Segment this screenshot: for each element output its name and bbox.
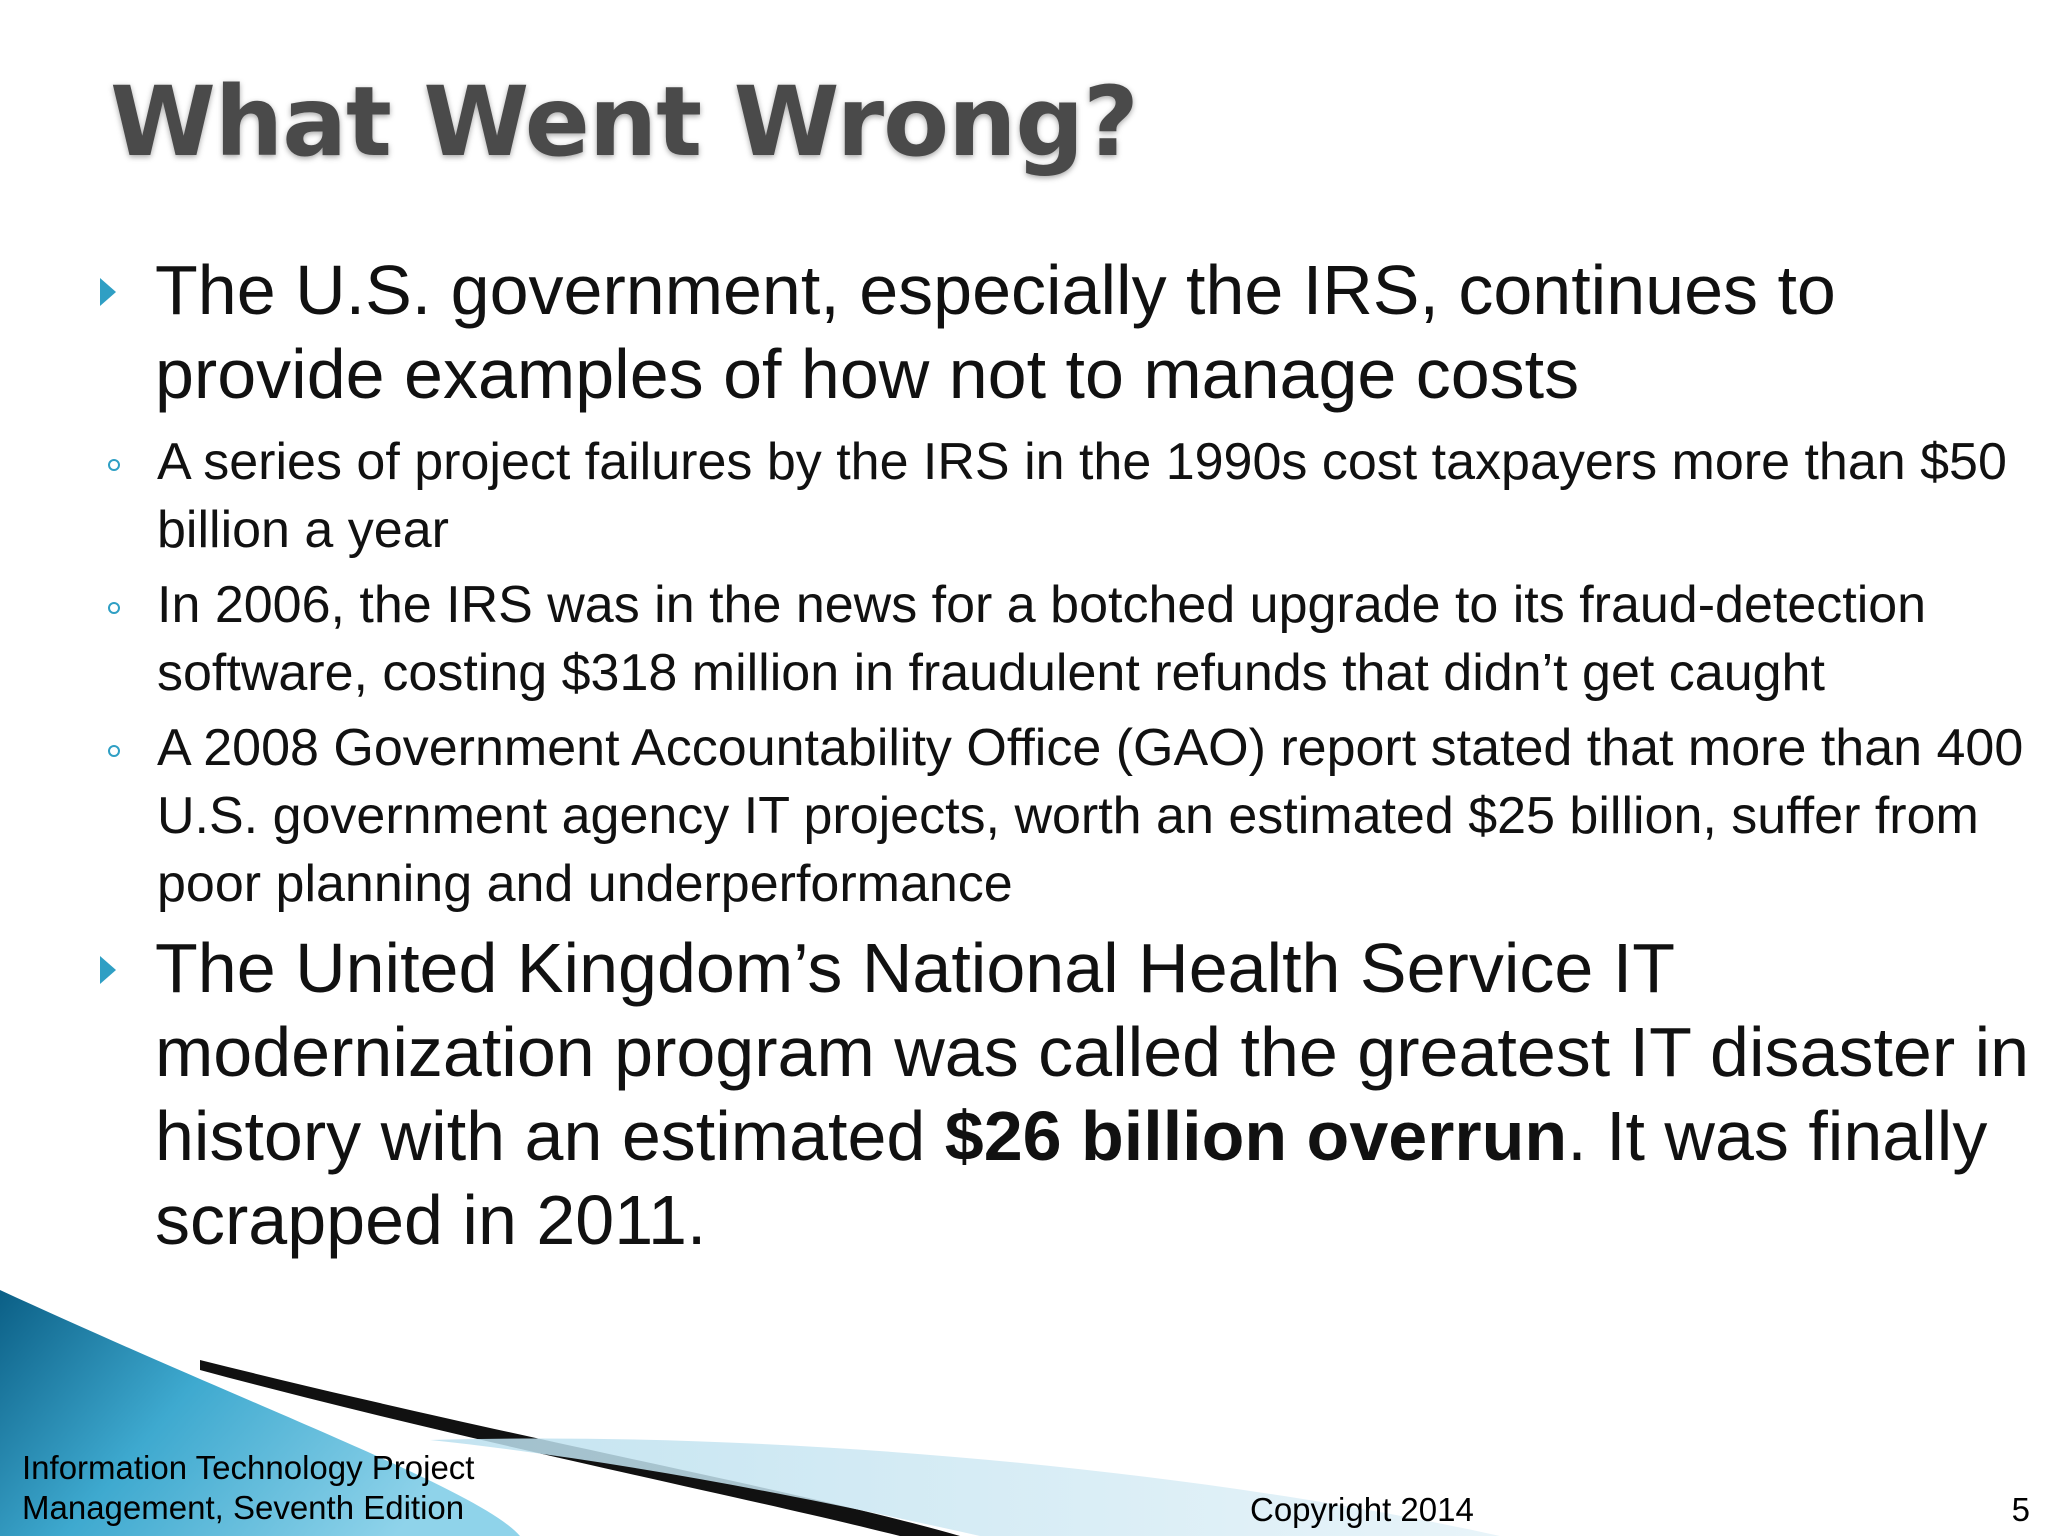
triangle-bullet-icon <box>100 278 116 306</box>
sub-bullet-irs-1990s <box>100 428 2030 564</box>
sub-bullet-text: In 2006, the IRS was in the news for a botched upgrade to its fraud-detection software, costing $318 million in fraudulent refunds that didn’t get caught <box>157 576 1927 702</box>
sub-bullet-list <box>100 428 2030 918</box>
bullet-us-government <box>100 248 2030 416</box>
circle-bullet-icon <box>108 745 120 757</box>
page-number: 5 <box>2011 1491 2030 1528</box>
sub-bullet-gao-2008 <box>100 714 2030 918</box>
sub-bullet-text: A 2008 Government Accountability Office (GAO) report stated that more than 400 U.S. government agency IT projects, worth an estimated $25 billion, suffer from poor planning and underperformance <box>157 719 2024 913</box>
bullet-uk-nhs <box>100 926 2030 1262</box>
circle-bullet-icon <box>108 459 120 471</box>
footer-book-title <box>22 1448 474 1528</box>
sub-bullet-irs-2006 <box>100 571 2030 707</box>
bullet-text: The U.S. government, especially the IRS, continues to provide examples of how not to manage costs <box>155 251 1836 413</box>
sub-bullet-text: A series of project failures by the IRS in the 1990s cost taxpayers more than $50 billion a year <box>157 433 2007 559</box>
footer-book-line2: Management, Seventh Edition <box>22 1489 465 1526</box>
triangle-bullet-icon <box>100 956 116 984</box>
bullet-text-bold: $26 billion overrun <box>944 1097 1568 1175</box>
bullet-text-before: The United Kingdom’s National Health Service IT modernization program was called the greatest IT disaster in history with an estimated <box>155 929 2030 1175</box>
footer-copyright: Copyright 2014 <box>1250 1491 1474 1528</box>
slide-title: What Went Wrong? <box>110 66 1138 178</box>
circle-bullet-icon <box>108 602 120 614</box>
footer-book-line1: Information Technology Project <box>22 1449 475 1486</box>
bullet-text-after: . It was finally scrapped in 2011. <box>155 1097 1988 1259</box>
slide-content <box>100 248 2030 1262</box>
